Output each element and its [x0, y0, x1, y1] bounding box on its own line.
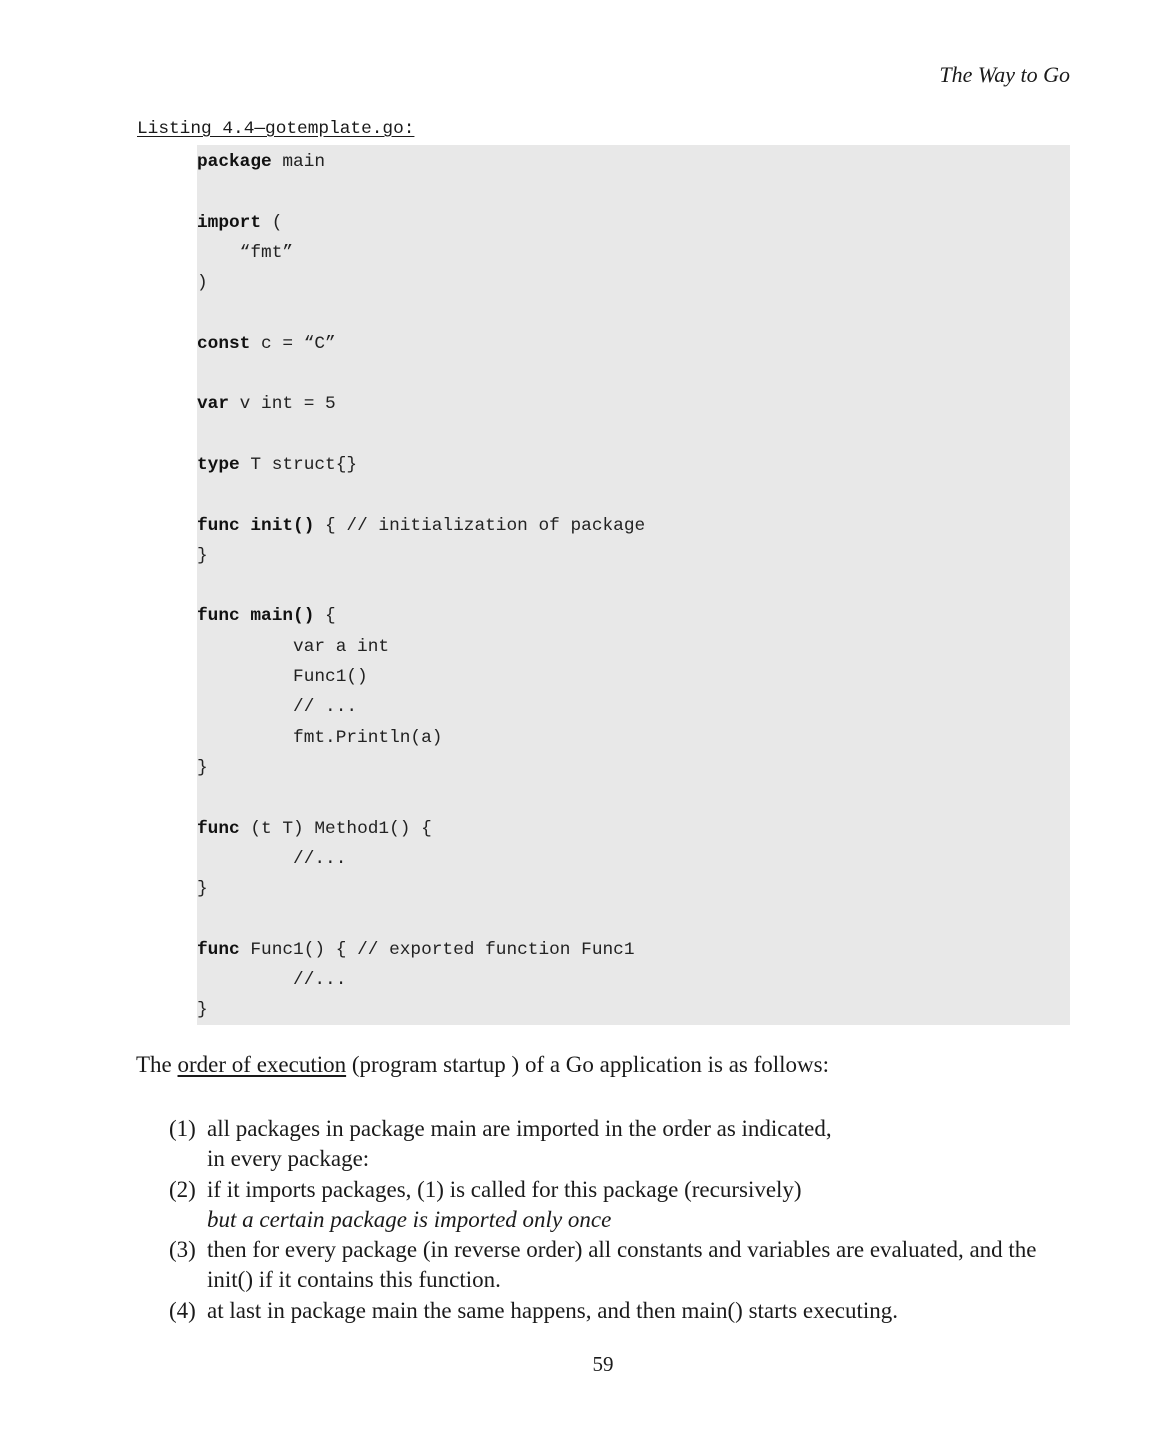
code-line	[197, 844, 645, 874]
code-line	[197, 814, 645, 844]
running-header: The Way to Go	[939, 62, 1070, 87]
code-text: }	[197, 757, 208, 778]
code-text: { // initialization of package	[314, 515, 646, 536]
list-item	[169, 1114, 1074, 1175]
list-item-body	[207, 1296, 1074, 1326]
code-text: )	[197, 273, 208, 294]
code-line	[197, 692, 645, 722]
code-text: c = “C”	[250, 333, 336, 354]
code-line	[197, 571, 645, 601]
list-item-line: then for every package (in reverse order) all constants and variables are evaluated, and the	[207, 1237, 1037, 1263]
code-keyword: package	[197, 152, 272, 172]
code-line	[197, 329, 645, 359]
list-item-number: (1)	[169, 1116, 196, 1141]
code-line	[197, 268, 645, 298]
list-item-number: (4)	[169, 1297, 196, 1323]
list-item-body	[207, 1114, 1074, 1175]
code-line	[197, 723, 645, 753]
code-line	[197, 208, 645, 238]
intro-text-before: The	[136, 1052, 178, 1077]
code-line	[197, 541, 645, 571]
intro-text-after: (program startup ) of a Go application is as follows:	[346, 1052, 829, 1077]
list-item-line: in every package:	[207, 1146, 370, 1172]
code-line	[197, 238, 645, 268]
code-line	[197, 511, 645, 541]
code-listing	[197, 145, 1070, 1025]
code-text: //...	[197, 970, 347, 991]
code-keyword: func init()	[197, 515, 315, 536]
code-line	[197, 995, 645, 1025]
list-item-note: but a certain package is imported only once	[207, 1206, 612, 1232]
code-line	[197, 904, 645, 934]
code-text: main	[271, 152, 326, 172]
list-item-line: at last in package main the same happens, and then main() starts executing.	[207, 1297, 899, 1323]
list-item	[169, 1235, 1074, 1296]
code-line	[197, 359, 645, 389]
code-keyword: import	[197, 212, 262, 233]
code-text: // ...	[197, 697, 358, 718]
code-line	[197, 662, 645, 692]
code-text: T struct{}	[239, 454, 358, 475]
intro-paragraph	[136, 1052, 829, 1078]
code-line	[197, 783, 645, 813]
list-item	[169, 1175, 1074, 1236]
code-line	[197, 935, 645, 965]
list-item-number: (3)	[169, 1237, 196, 1263]
code-text: Func1() { // exported function Func1	[239, 939, 635, 960]
code-line	[197, 874, 645, 904]
code-line	[197, 177, 645, 207]
list-item-line: all packages in package main are imported in the order as indicated,	[207, 1116, 832, 1141]
code-text: {	[314, 606, 336, 627]
code-keyword: const	[197, 333, 251, 354]
code-text: v int = 5	[229, 394, 336, 415]
code-lines	[197, 147, 645, 1026]
list-item	[169, 1296, 1074, 1326]
code-line	[197, 480, 645, 510]
code-keyword: type	[197, 454, 240, 475]
code-keyword: func main()	[197, 606, 315, 627]
code-line	[197, 389, 645, 419]
code-keyword: var	[197, 394, 230, 415]
list-item-number: (2)	[169, 1176, 196, 1202]
code-keyword: func	[197, 818, 240, 839]
code-line	[197, 753, 645, 783]
code-line	[197, 298, 645, 328]
code-text: Func1()	[197, 667, 368, 688]
execution-steps-list	[169, 1114, 1074, 1326]
list-item-body	[207, 1175, 1074, 1236]
code-text: “fmt”	[197, 242, 294, 263]
code-text: //...	[197, 848, 347, 869]
code-line	[197, 147, 645, 177]
code-text: (	[261, 212, 283, 233]
code-line	[197, 632, 645, 662]
code-line	[197, 450, 645, 480]
code-text: fmt.Println(a)	[197, 727, 443, 748]
code-line	[197, 601, 645, 631]
listing-caption: Listing 4.4—gotemplate.go:	[137, 119, 415, 139]
list-item-line: init() if it contains this function.	[207, 1267, 501, 1293]
code-line	[197, 965, 645, 995]
code-text: (t T) Method1() {	[239, 818, 432, 839]
list-item-body	[207, 1235, 1074, 1296]
code-text: }	[197, 1000, 208, 1021]
code-text: }	[197, 879, 208, 900]
intro-underlined-term: order of execution	[177, 1052, 347, 1077]
code-line	[197, 420, 645, 450]
list-item-line: if it imports packages, (1) is called for this package (recursively)	[207, 1176, 802, 1202]
code-keyword: func	[197, 939, 240, 960]
page-number: 59	[592, 1352, 614, 1376]
code-text: var a int	[197, 636, 390, 657]
code-text: }	[197, 545, 208, 566]
